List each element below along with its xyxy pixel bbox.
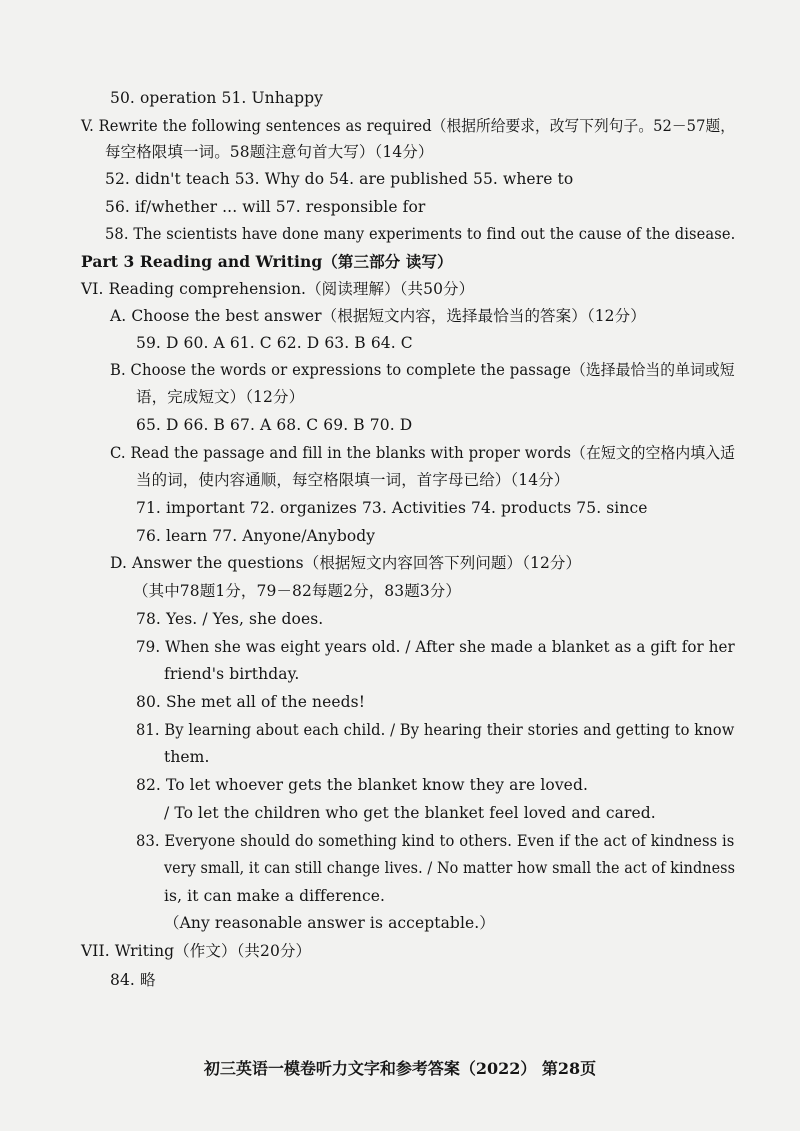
section-vi-heading: VI. Reading comprehension.（阅读理解）（共50分） xyxy=(81,280,475,298)
answers-52-55: 52. didn't teach 53. Why do 54. are published 55. where to xyxy=(105,170,574,188)
section-vi-c-heading-cont: 当的词，使内容通顺，每空格限填一词，首字母已给）（14分） xyxy=(136,471,570,489)
answer-78: 78. Yes. / Yes, she does. xyxy=(136,610,324,628)
answers-71-75: 71. important 72. organizes 73. Activities 74. products 75. since xyxy=(136,499,648,517)
answer-82: 82. To let whoever gets the blanket know they are loved. xyxy=(136,776,589,794)
answer-83-cont-1: very small, it can still change lives. / No matter how small the act of kindness xyxy=(164,859,736,877)
section-v-heading-cont: 每空格限填一词。58题注意句首大写）（14分） xyxy=(105,143,434,161)
answer-81-cont: them. xyxy=(164,748,210,766)
section-vi-b-heading-cont: 语，完成短文）（12分） xyxy=(136,388,305,406)
answer-79-cont: friend's birthday. xyxy=(164,665,300,683)
section-v-heading: V. Rewrite the following sentences as required（根据所给要求，改写下列句子。52－57题， xyxy=(81,117,736,135)
answer-58: 58. The scientists have done many experiments to find out the cause of the disease. xyxy=(105,225,736,243)
section-vi-d-heading: D. Answer the questions（根据短文内容回答下列问题）（12分） xyxy=(110,554,582,572)
answer-83-cont-2: is, it can make a difference. xyxy=(164,887,386,905)
answers-65-70: 65. D 66. B 67. A 68. C 69. B 70. D xyxy=(136,416,413,434)
answers-59-64: 59. D 60. A 61. C 62. D 63. B 64. C xyxy=(136,334,413,352)
section-vi-a-heading: A. Choose the best answer（根据短文内容，选择最恰当的答案）（12分） xyxy=(110,307,646,325)
answer-81: 81. By learning about each child. / By hearing their stories and getting to know xyxy=(136,721,735,739)
answer-84: 84. 略 xyxy=(110,971,156,989)
section-vi-c-heading: C. Read the passage and fill in the blanks with proper words（在短文的空格内填入适 xyxy=(110,444,736,462)
part-3-heading: Part 3 Reading and Writing（第三部分 读写） xyxy=(81,252,453,271)
answer-82-alt: / To let the children who get the blanket feel loved and cared. xyxy=(164,804,656,822)
section-vi-d-scoring: （其中78题1分，79－82每题2分，83题3分） xyxy=(133,582,461,600)
section-vii-heading: VII. Writing（作文）（共20分） xyxy=(81,942,312,960)
page-footer: 初三英语一模卷听力文字和参考答案（2022） 第28页 xyxy=(203,1059,597,1078)
answers-76-77: 76. learn 77. Anyone/Anybody xyxy=(136,527,376,545)
answer-83: 83. Everyone should do something kind to others. Even if the act of kindness is xyxy=(136,832,735,850)
section-vi-b-heading: B. Choose the words or expressions to complete the passage（选择最恰当的单词或短 xyxy=(110,361,735,379)
answers-56-57: 56. if/whether ... will 57. responsible for xyxy=(105,198,426,216)
answer-83-note: （Any reasonable answer is acceptable.） xyxy=(164,914,495,932)
answer-80: 80. She met all of the needs! xyxy=(136,693,366,711)
answer-79: 79. When she was eight years old. / After she made a blanket as a gift for her xyxy=(136,638,735,656)
answers-50-51: 50. operation 51. Unhappy xyxy=(110,89,324,107)
